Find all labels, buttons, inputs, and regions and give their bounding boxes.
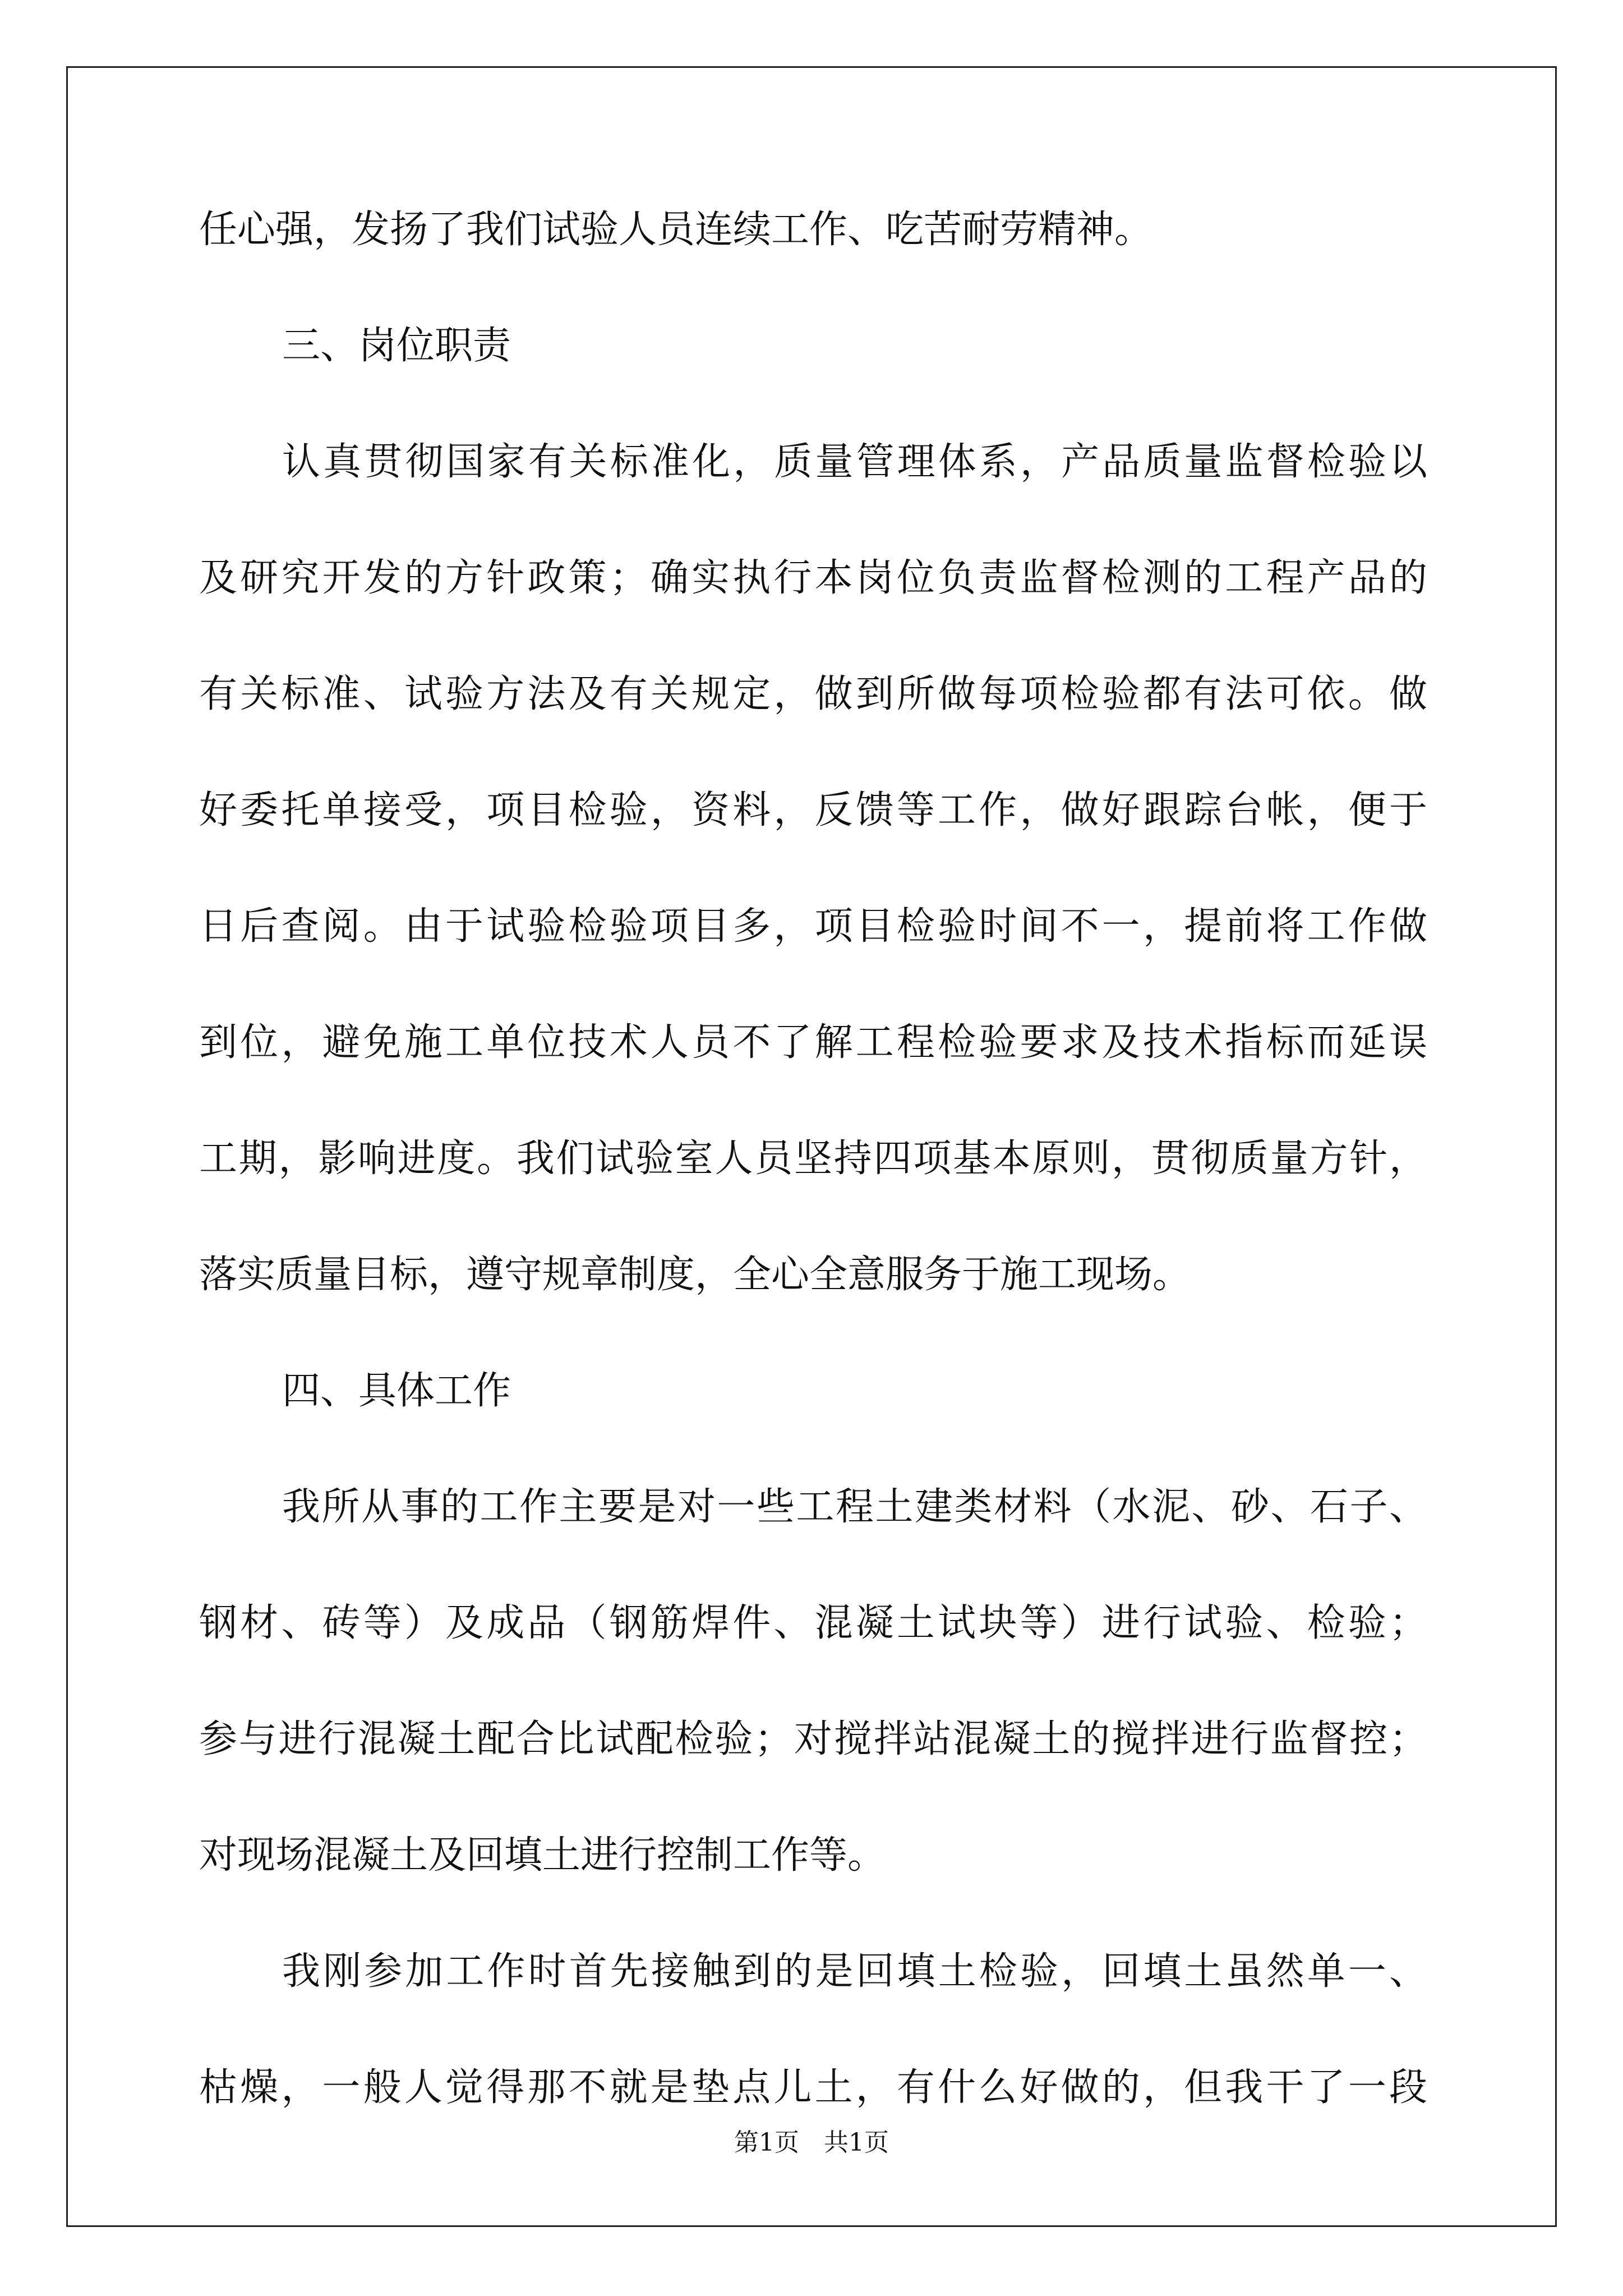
text-line-4: 及研究开发的方针政策；确实执行本岗位负责监督检测的工程产品的 bbox=[199, 556, 1427, 600]
text-line-10: 落实质量目标，遵守规章制度，全心全意服务于施工现场。 bbox=[199, 1253, 1191, 1297]
text-line-9: 工期，影响进度。我们试验室人员坚持四项基本原则，贯彻质量方针， bbox=[199, 1137, 1427, 1181]
section-heading-3: 三、岗位职责 bbox=[282, 324, 511, 368]
text-line-16: 我刚参加工作时首先接触到的是回填土检验，回填土虽然单一、 bbox=[282, 1949, 1427, 1994]
text-line-13: 钢材、砖等）及成品（钢筋焊件、混凝土试块等）进行试验、检验； bbox=[199, 1601, 1427, 1645]
text-line-17: 枯燥，一般人觉得那不就是垫点儿土，有什么好做的，但我干了一段 bbox=[199, 2065, 1427, 2110]
text-line-7: 日后查阅。由于试验检验项目多，项目检验时间不一，提前将工作做 bbox=[199, 904, 1427, 949]
text-line-8: 到位，避免施工单位技术人员不了解工程检验要求及技术指标而延误 bbox=[199, 1020, 1427, 1065]
text-line-15: 对现场混凝土及回填土进行控制工作等。 bbox=[199, 1833, 886, 1878]
text-line-6: 好委托单接受，项目检验，资料，反馈等工作，做好跟踪台帐，便于 bbox=[199, 788, 1427, 832]
text-line-1: 任心强，发扬了我们试验人员连续工作、吃苦耐劳精神。 bbox=[199, 208, 1153, 252]
section-heading-4: 四、具体工作 bbox=[282, 1369, 511, 1413]
text-line-3: 认真贯彻国家有关标准化，质量管理体系，产品质量监督检验以 bbox=[282, 440, 1427, 484]
text-line-14: 参与进行混凝土配合比试配检验；对搅拌站混凝土的搅拌进行监督控； bbox=[199, 1717, 1427, 1761]
text-line-12: 我所从事的工作主要是对一些工程土建类材料（水泥、砂、石子、 bbox=[282, 1485, 1427, 1529]
page-footer: 第1页 共1页 bbox=[734, 2128, 889, 2157]
text-line-5: 有关标准、试验方法及有关规定，做到所做每项检验都有法可依。做 bbox=[199, 672, 1427, 716]
